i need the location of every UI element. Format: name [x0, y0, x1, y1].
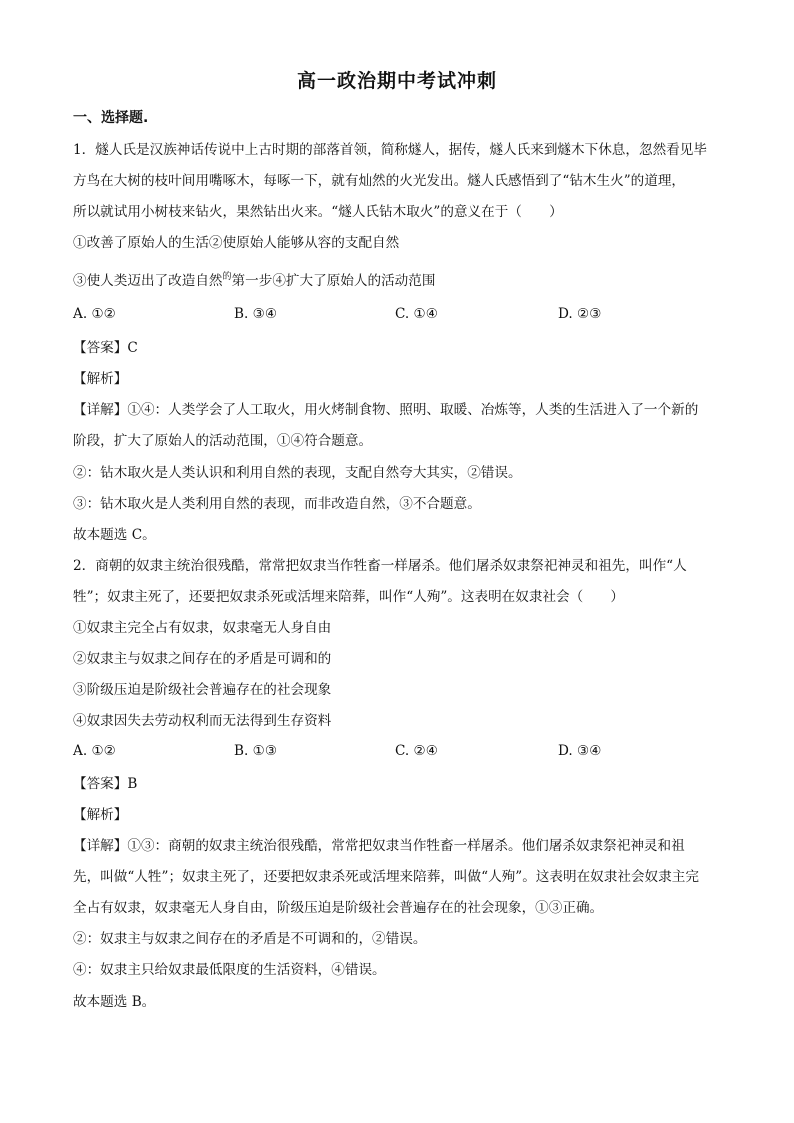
q2-detail-line-1: 【详解】①③：商朝的奴隶主统治很残酷，常常把奴隶当作牲畜一样屠杀。他们屠杀奴隶祭祀神灵和祖 [73, 838, 685, 854]
q1-statements-2-part-a: ③使人类迈出了改造自然 [73, 273, 223, 289]
section-heading: 一、选择题. [73, 110, 149, 126]
q2-analysis-label: 【解析】 [73, 807, 128, 823]
q1-option-b: B. ③④ [234, 306, 278, 322]
q1-statements-2-sup: 的 [222, 272, 232, 282]
q2-statement-2: ②奴隶主与奴隶之间存在的矛盾是可调和的 [73, 651, 332, 667]
q1-detail-line-2: 阶段，扩大了原始人的活动范围，①④符合题意。 [73, 433, 373, 449]
q2-statement-1: ①奴隶主完全占有奴隶，奴隶毫无人身自由 [73, 620, 332, 636]
page-title: 高一政治期中考试冲刺 [296, 70, 497, 92]
q2-statement-3: ③阶级压迫是阶级社会普遍存在的社会现象 [73, 682, 332, 698]
q2-statement-4: ④奴隶因失去劳动权利而无法得到生存资料 [73, 713, 332, 729]
q1-statements-1: ①改善了原始人的生活②使原始人能够从容的支配自然 [73, 235, 400, 251]
q2-answer: 【答案】B [73, 776, 138, 792]
q1-answer: 【答案】C [73, 340, 138, 356]
q2-option-b: B. ①③ [234, 743, 278, 759]
q1-statements-2-part-b: 第一步④扩大了原始人的活动范围 [231, 273, 436, 289]
q2-detail-line-3: 全占有奴隶，奴隶毫无人身自由，阶级压迫是阶级社会普遍存在的社会现象，①③正确。 [73, 900, 604, 916]
q2-option-d: D. ③④ [558, 743, 602, 759]
q2-detail-line-6: 故本题选 B。 [73, 994, 156, 1010]
q1-option-a: A. ①② [73, 306, 116, 322]
q2-detail-line-5: ④：奴隶主只给奴隶最低限度的生活资料，④错误。 [73, 962, 386, 978]
q2-detail-line-4: ②：奴隶主与奴隶之间存在的矛盾是不可调和的，②错误。 [73, 931, 427, 947]
q1-detail-line-5: 故本题选 C。 [73, 527, 156, 543]
q1-stem-line-2: 方鸟在大树的枝叶间用嘴啄木，每啄一下，就有灿然的火光发出。燧人氏感悟到了“钻木生火”的道理， [73, 173, 686, 189]
q1-detail-line-1: 【详解】①④：人类学会了人工取火，用火烤制食物、照明、取暖、冶炼等，人类的生活进入了一个新的 [73, 402, 699, 418]
q1-detail-line-3: ②：钻木取火是人类认识和利用自然的表现，支配自然夸大其实，②错误。 [73, 465, 522, 481]
q1-statements-2 [73, 271, 733, 293]
q2-detail-line-2: 先，叫做“人牲”；奴隶主死了，还要把奴隶杀死或活埋来陪葬，叫做“人殉”。这表明在奴隶社会奴隶主完 [73, 869, 699, 885]
q2-stem-line-1: 2．商朝的奴隶主统治很残酷，常常把奴隶当作牲畜一样屠杀。他们屠杀奴隶祭祀神灵和祖先，叫作“人 [73, 558, 687, 574]
q1-analysis-label: 【解析】 [73, 371, 128, 387]
q1-detail-line-4: ③：钻木取火是人类利用自然的表现，而非改造自然，③不合题意。 [73, 496, 481, 512]
q1-options [73, 306, 733, 326]
q1-stem-line-1: 1．燧人氏是汉族神话传说中上古时期的部落首领，简称燧人，据传，燧人氏来到燧木下休息，忽然看见毕 [73, 142, 707, 158]
q2-option-a: A. ①② [73, 743, 116, 759]
q2-stem-line-2: 牲”；奴隶主死了，还要把奴隶杀死或活埋来陪葬，叫作“人殉”。这表明在奴隶社会（ ） [73, 589, 625, 605]
q2-option-c: C. ②④ [395, 743, 438, 759]
q1-option-d: D. ②③ [558, 306, 602, 322]
q1-option-c: C. ①④ [395, 306, 438, 322]
q1-stem-line-3: 所以就试用小树枝来钻火，果然钻出火来。“燧人氏钻木取火”的意义在于（ ） [73, 204, 563, 220]
q2-options [73, 743, 733, 763]
